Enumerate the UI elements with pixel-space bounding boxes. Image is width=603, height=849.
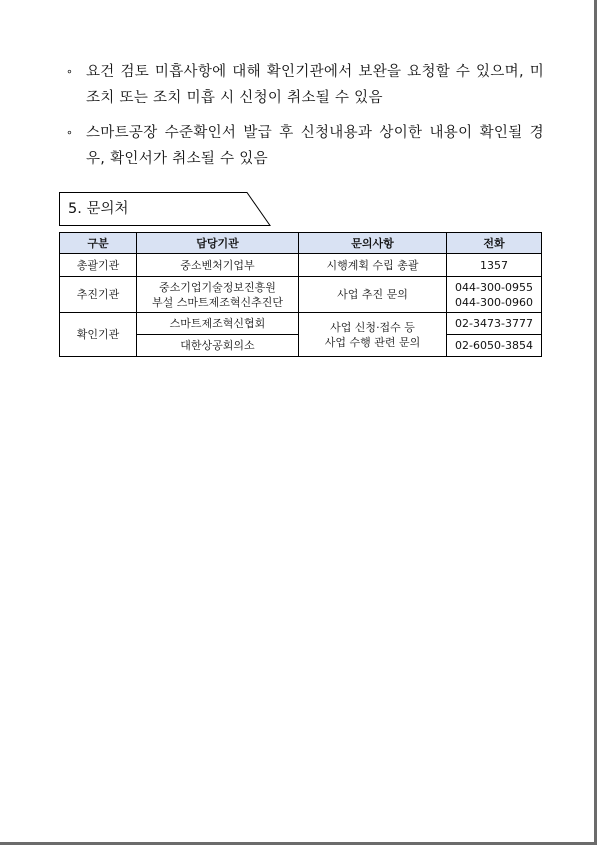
- bullet-item: [66, 59, 544, 111]
- bullet-mark: ∘: [66, 126, 74, 139]
- inquiry-line: 사업 수행 관련 문의: [324, 335, 421, 349]
- agency-cell: [137, 277, 299, 313]
- bullet-text: 스마트공장 수준확인서 발급 후 신청내용과 상이한 내용이 확인될 경우, 확인서가 취소될 수 있음: [86, 125, 544, 167]
- column-header: 담당기관: [137, 233, 299, 254]
- contact-table: [59, 232, 542, 357]
- phone-line: 044-300-0960: [455, 295, 533, 309]
- agency-cell: 대한상공회의소: [137, 335, 299, 357]
- table-row: [60, 254, 542, 277]
- category-cell: 추진기관: [60, 277, 137, 313]
- inquiry-cell: 시행계획 수립 총괄: [299, 254, 447, 277]
- table-row: [60, 277, 542, 313]
- agency-cell: 스마트제조혁신협회: [137, 313, 299, 335]
- inquiry-line: 사업 신청·접수 등: [330, 320, 415, 334]
- inquiry-cell: 사업 추진 문의: [299, 277, 447, 313]
- bullet-mark: ∘: [66, 65, 74, 78]
- phone-line: 044-300-0955: [455, 280, 533, 294]
- phone-cell: [447, 277, 542, 313]
- column-header: 전화: [447, 233, 542, 254]
- agency-cell: 중소벤처기업부: [137, 254, 299, 277]
- bullet-text: 요건 검토 미흡사항에 대해 확인기관에서 보완을 요청할 수 있으며, 미조치 또는 조치 미흡 시 신청이 취소될 수 있음: [86, 64, 544, 106]
- section-title: 5. 문의처: [68, 201, 129, 217]
- agency-line: 부설 스마트제조혁신추진단: [151, 295, 283, 309]
- column-header: 구분: [60, 233, 137, 254]
- section-heading: [59, 192, 271, 226]
- column-header: 문의사항: [299, 233, 447, 254]
- phone-cell: 1357: [447, 254, 542, 277]
- agency-line: 중소기업기술정보진흥원: [159, 280, 276, 294]
- category-cell: 확인기관: [60, 313, 137, 357]
- inquiry-cell: [299, 313, 447, 357]
- table-row: [60, 313, 542, 335]
- phone-cell: 02-3473-3777: [447, 313, 542, 335]
- phone-cell: 02-6050-3854: [447, 335, 542, 357]
- table-header-row: [60, 233, 542, 254]
- bullet-item: [66, 120, 544, 172]
- category-cell: 총괄기관: [60, 254, 137, 277]
